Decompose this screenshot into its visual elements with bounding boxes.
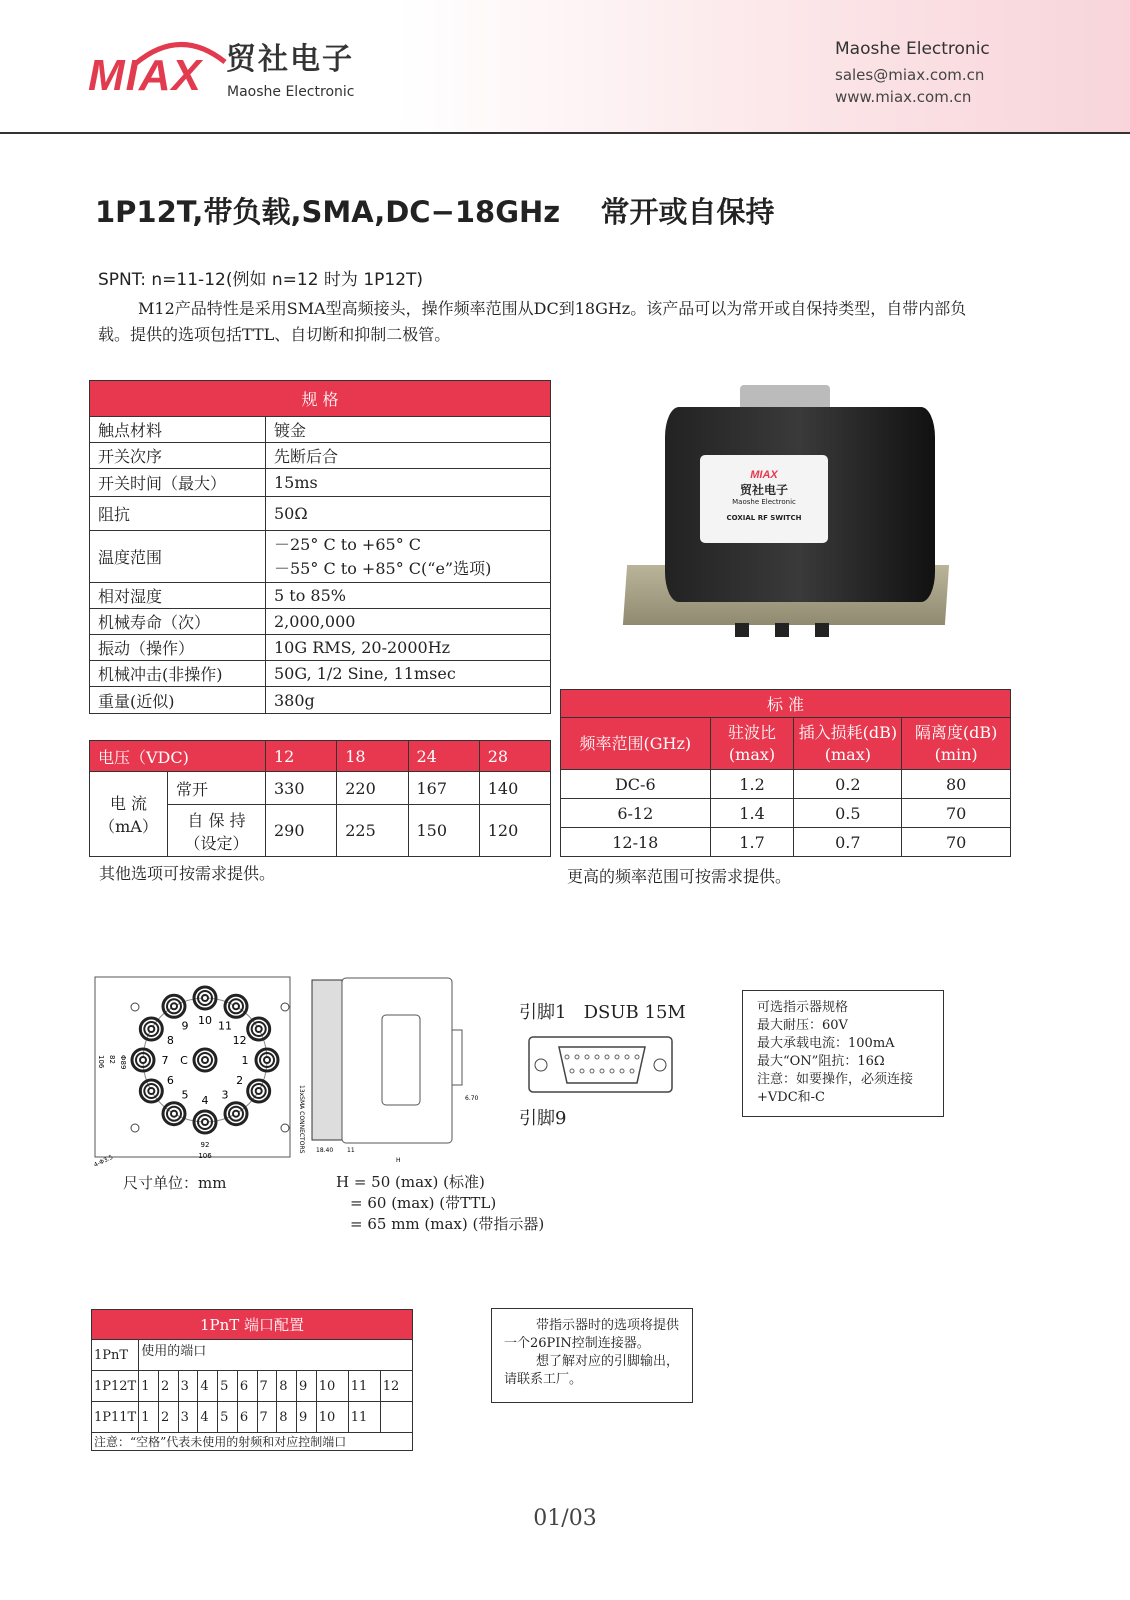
page-number: 01/03	[533, 1506, 597, 1531]
dim-89: Φ89	[119, 1055, 127, 1070]
pin-icon	[610, 1069, 614, 1073]
port-number: 6	[166, 1074, 174, 1087]
voltage-24: 24	[408, 741, 479, 772]
pin-icon	[620, 1069, 624, 1073]
standard-row	[561, 828, 1011, 857]
column-header: 驻波比(max)	[710, 718, 794, 770]
dim-6-70: 6.70	[465, 1095, 479, 1102]
dim-18-40: 18.40	[316, 1147, 334, 1154]
sma-port-icon	[140, 1057, 146, 1063]
port-config-header: 1PnT 端口配置	[92, 1310, 413, 1340]
port-row	[92, 1402, 413, 1433]
sma-connectors	[735, 623, 845, 637]
port-number: 5	[181, 1088, 189, 1102]
pin-icon	[600, 1069, 604, 1073]
logo-brand: MIAX	[88, 51, 202, 100]
indicator-line: 注意：如要操作，必须连接	[757, 1072, 914, 1087]
sma-port-icon	[256, 1026, 262, 1032]
connector-note: 13xSMA CONNECTORS	[298, 1085, 305, 1154]
port-cell: 4	[198, 1371, 218, 1402]
cell: 80	[902, 770, 1011, 799]
spec-name: 振动（操作）	[90, 635, 266, 661]
sma-port-icon	[256, 1088, 262, 1094]
port-number: 3	[221, 1088, 229, 1102]
pin-icon	[615, 1055, 619, 1059]
indicator-spec-box	[742, 990, 944, 1117]
sma-port-icon	[233, 1003, 239, 1009]
port-cell: 8	[277, 1371, 297, 1402]
cell: 225	[337, 805, 408, 857]
row-name: 1P12T	[92, 1371, 139, 1402]
port-number: 8	[166, 1034, 174, 1047]
dim-h: H	[396, 1157, 401, 1164]
cell: 140	[479, 772, 550, 805]
cell: 0.2	[794, 770, 902, 799]
spec-row	[90, 531, 551, 583]
port-cell: 5	[218, 1371, 238, 1402]
pin-icon	[580, 1069, 584, 1073]
spec-name: 机械冲击(非操作)	[90, 661, 266, 687]
row-label: 自 保 持（设定）	[168, 805, 266, 857]
spec-name: 触点材料	[90, 417, 266, 443]
pin-icon	[585, 1055, 589, 1059]
contact-info	[835, 38, 990, 108]
voltage-note: 其他选项可按需求提供。	[99, 864, 276, 883]
spec-value: －25° C to +65° C －55° C to +85° C(“e”选项)	[266, 531, 551, 583]
dim-h106: 106	[97, 1055, 105, 1069]
sma-port-icon	[202, 1057, 208, 1063]
voltage-18: 18	[337, 741, 408, 772]
label-product: COXIAL RF SWITCH	[726, 514, 802, 522]
cell: 6-12	[561, 799, 711, 828]
pin-icon	[605, 1055, 609, 1059]
standard-row	[561, 770, 1011, 799]
side-connectors	[312, 980, 342, 1140]
spec-name: 相对湿度	[90, 583, 266, 609]
indicator-line: 可选指示器规格	[757, 1000, 849, 1015]
cell: 70	[902, 828, 1011, 857]
spec-name: 开关次序	[90, 443, 266, 469]
port-cell: 4	[198, 1402, 218, 1433]
port-number: 2	[236, 1074, 244, 1087]
spec-value: 5 to 85%	[266, 583, 551, 609]
dsub-connector-icon	[527, 1035, 677, 1095]
spec-row	[90, 497, 551, 531]
cell: 220	[337, 772, 408, 805]
pin-icon	[575, 1055, 579, 1059]
voltage-12: 12	[266, 741, 337, 772]
intro-paragraph: M12产品特性是采用SMA型高频接头，操作频率范围从DC到18GHz。该产品可以为常开或自保持类型，自带内部负载。提供的选项包括TTL、自切断和抑制二极管。	[98, 299, 967, 344]
sma-port-icon	[171, 1111, 177, 1117]
port-number: 11	[218, 1019, 232, 1033]
port-number: 10	[198, 1014, 212, 1027]
dim-92: 92	[200, 1141, 210, 1149]
dimension-drawing	[90, 970, 490, 1170]
height-line: = 60 (max) (带TTL)	[350, 1194, 497, 1212]
port-cell: 9	[296, 1371, 316, 1402]
unit-note: 尺寸单位：mm	[123, 1174, 227, 1192]
voltage-header: 电压（VDC)	[90, 741, 266, 772]
pin-icon	[625, 1055, 629, 1059]
page-title: 1P12T,带负载,SMA,DC−18GHz 常开或自保持	[95, 195, 775, 229]
sma-port-icon	[233, 1111, 239, 1117]
cell: DC-6	[561, 770, 711, 799]
pin-icon	[635, 1055, 639, 1059]
spec-row	[90, 661, 551, 687]
column-header: 插入损耗(dB)(max)	[794, 718, 902, 770]
port-config-note: 注意：“空格”代表未使用的射频和对应控制端口	[92, 1433, 413, 1451]
row-label: 常开	[168, 772, 266, 805]
spec-row	[90, 417, 551, 443]
company-name: Maoshe Electronic	[835, 39, 990, 59]
pin9-label: 引脚9	[519, 1108, 567, 1129]
cell: 330	[266, 772, 337, 805]
sma-port-icon	[202, 995, 208, 1001]
pin-icon	[630, 1069, 634, 1073]
port-cell: 1	[139, 1402, 159, 1433]
standard-header: 标 准	[561, 690, 1011, 718]
current-label: 电 流（mA）	[90, 772, 168, 857]
port-number: 12	[232, 1034, 247, 1047]
port-row	[92, 1371, 413, 1402]
indicator-line: 最大承载电流：100mA	[757, 1036, 895, 1051]
cell: 0.5	[794, 799, 902, 828]
indicator-line: 最大“ON”阻抗：16Ω	[757, 1054, 885, 1069]
dim-106: 106	[198, 1152, 212, 1160]
spec-name: 重量(近似)	[90, 687, 266, 714]
port-cell: 10	[316, 1402, 348, 1433]
spec-row	[90, 469, 551, 497]
spec-header: 规 格	[90, 381, 551, 417]
port-cell: 1	[139, 1371, 159, 1402]
port-number: 4	[201, 1094, 209, 1107]
logo-english: Maoshe Electronic	[227, 84, 355, 100]
dim-82: 82	[108, 1055, 116, 1064]
sma-port-icon	[264, 1057, 270, 1063]
port-number: 1	[241, 1054, 249, 1067]
spec-value: 镀金	[266, 417, 551, 443]
product-photo	[620, 385, 950, 645]
side-body	[342, 978, 452, 1143]
column-header: 频率范围(GHz)	[561, 718, 711, 770]
spec-name: 阻抗	[90, 497, 266, 531]
sma-port-icon	[148, 1026, 154, 1032]
pin-note-line: 想了解对应的引脚输出，请联系工厂。	[504, 1354, 680, 1387]
port-cell: 2	[158, 1371, 178, 1402]
spec-row	[90, 443, 551, 469]
cell: 1.4	[710, 799, 794, 828]
spec-value: 50Ω	[266, 497, 551, 531]
sma-port-icon	[148, 1088, 154, 1094]
cell: 150	[408, 805, 479, 857]
port-cell: 11	[348, 1402, 380, 1433]
port-cell: 3	[178, 1371, 198, 1402]
col-1pnt: 1PnT	[92, 1340, 139, 1371]
spec-name: 机械寿命（次）	[90, 609, 266, 635]
spec-row	[90, 635, 551, 661]
indicator-line: +VDC和-C	[757, 1090, 825, 1105]
standard-note: 更高的频率范围可按需求提供。	[567, 867, 792, 886]
spec-value: 10G RMS, 20-2000Hz	[266, 635, 551, 661]
cell: 0.7	[794, 828, 902, 857]
standard-row	[561, 799, 1011, 828]
port-cell: 10	[316, 1371, 348, 1402]
spec-value: 50G, 1/2 Sine, 11msec	[266, 661, 551, 687]
port-cell: 6	[237, 1402, 257, 1433]
spec-value: 2,000,000	[266, 609, 551, 635]
port-number: 7	[161, 1054, 169, 1067]
cell: 120	[479, 805, 550, 857]
cell: 167	[408, 772, 479, 805]
dsub-name: DSUB 15M	[583, 1002, 686, 1023]
height-line: H = 50 (max) (标准)	[336, 1173, 485, 1191]
port-cell: 6	[237, 1371, 257, 1402]
page-header	[0, 0, 1130, 134]
website: www.miax.com.cn	[835, 88, 972, 106]
column-header: 隔离度(dB)(min)	[902, 718, 1011, 770]
spnt-line: SPNT: n=11-12(例如 n=12 时为 1P12T)	[98, 270, 424, 290]
voltage-table	[89, 740, 551, 857]
label-cn: 贸社电子	[739, 483, 788, 497]
port-cell: 5	[218, 1402, 238, 1433]
port-cell: 11	[348, 1371, 380, 1402]
spec-value: 15ms	[266, 469, 551, 497]
spec-value: 380g	[266, 687, 551, 714]
cell: 1.2	[710, 770, 794, 799]
indicator-line: 最大耐压：60V	[757, 1018, 848, 1033]
pin-note-box	[491, 1308, 693, 1403]
product-label	[700, 455, 828, 543]
sma-port-icon	[171, 1003, 177, 1009]
label-brand: MIAX	[750, 469, 778, 481]
port-cell: 3	[178, 1402, 198, 1433]
port-number: 9	[181, 1019, 189, 1033]
pin-icon	[595, 1055, 599, 1059]
voltage-28: 28	[479, 741, 550, 772]
standard-table	[560, 689, 1011, 857]
common-port-label: C	[180, 1054, 188, 1067]
sma-port-icon	[202, 1119, 208, 1125]
spec-row	[90, 687, 551, 714]
port-cell: 7	[257, 1371, 277, 1402]
cell: 290	[266, 805, 337, 857]
spec-name: 开关时间（最大）	[90, 469, 266, 497]
label-en: Maoshe Electronic	[732, 498, 796, 506]
dim-11: 11	[347, 1147, 355, 1154]
pin-icon	[570, 1069, 574, 1073]
port-cell: 12	[380, 1371, 412, 1402]
email: sales@miax.com.cn	[835, 66, 985, 84]
port-cell: 2	[158, 1402, 178, 1433]
port-cell: 7	[257, 1402, 277, 1433]
spec-value: 先断后合	[266, 443, 551, 469]
dsub-title	[519, 998, 686, 1024]
spec-row	[90, 609, 551, 635]
pin-note-line: 带指示器时的选项将提供一个26PIN控制连接器。	[504, 1318, 680, 1351]
pin-icon	[565, 1055, 569, 1059]
port-cell: 9	[296, 1402, 316, 1433]
spec-row	[90, 583, 551, 609]
logo-chinese: 贸社电子	[226, 42, 354, 77]
height-line: = 65 mm (max) (带指示器)	[350, 1215, 545, 1233]
port-cell	[380, 1402, 412, 1433]
port-cell: 8	[277, 1402, 297, 1433]
height-notes	[336, 1172, 544, 1235]
spec-table	[89, 380, 551, 714]
col-ports: 使用的端口	[139, 1340, 413, 1371]
cell: 1.7	[710, 828, 794, 857]
dim-hole: 4-Φ3.5	[92, 1153, 115, 1169]
pin1-label: 引脚1	[519, 1002, 567, 1023]
row-name: 1P11T	[92, 1402, 139, 1433]
pin-icon	[590, 1069, 594, 1073]
port-config-table	[91, 1309, 413, 1451]
cell: 12-18	[561, 828, 711, 857]
spec-name: 温度范围	[90, 531, 266, 583]
cell: 70	[902, 799, 1011, 828]
